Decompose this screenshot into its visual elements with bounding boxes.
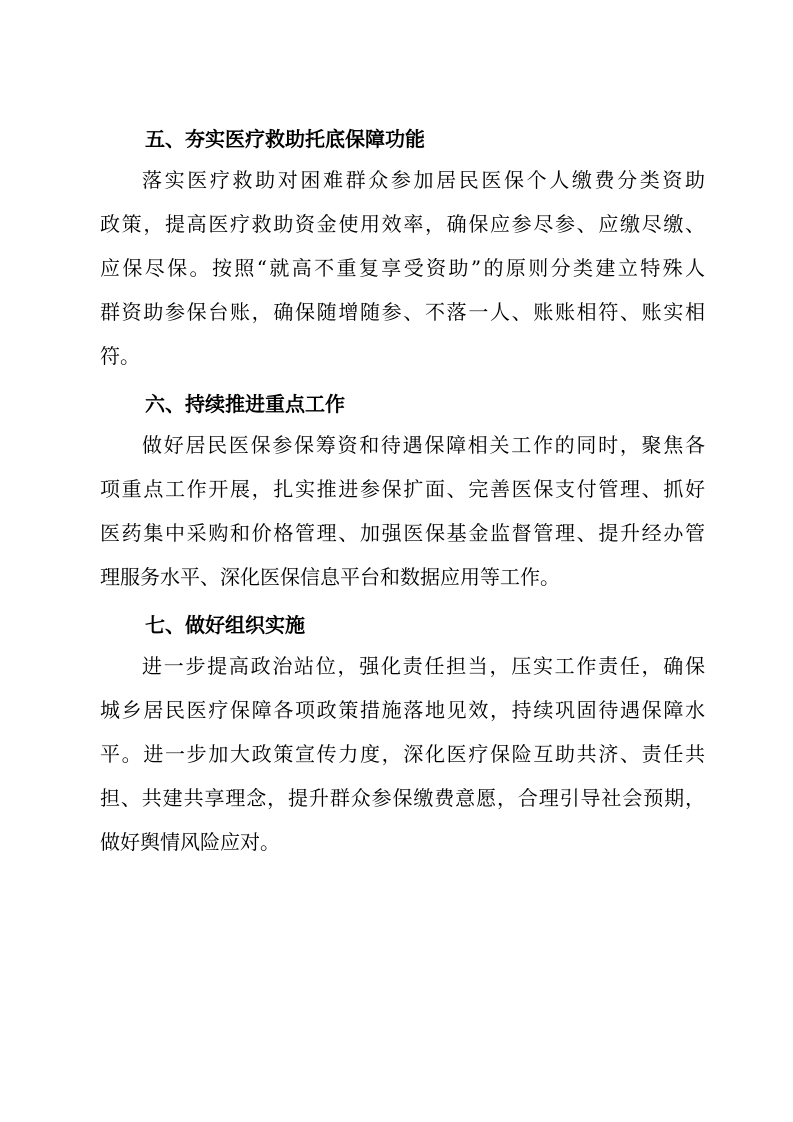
paragraph-line: 符。 bbox=[100, 344, 140, 368]
section-5-heading: 五、夯实医疗救助托底保障功能 bbox=[145, 127, 425, 151]
paragraph-line: 做好舆情风险应对。 bbox=[100, 830, 280, 854]
section-7-paragraph bbox=[100, 644, 705, 864]
section-6-heading: 六、持续推进重点工作 bbox=[145, 392, 345, 416]
paragraph-line: 落实医疗救助对困难群众参加居民医保个人缴费分类资助 bbox=[142, 168, 705, 192]
paragraph-line: 做好居民医保参保筹资和待遇保障相关工作的同时，聚焦各 bbox=[142, 433, 705, 457]
paragraph-line: 平。进一步加大政策宣传力度，深化医疗保险互助共济、责任共 bbox=[100, 742, 705, 766]
paragraph-line: 群资助参保台账，确保随增随参、不落一人、账账相符、账实相 bbox=[100, 300, 705, 324]
paragraph-line: 城乡居民医疗保障各项政策措施落地见效，持续巩固待遇保障水 bbox=[100, 698, 705, 722]
paragraph-line: 应保尽保。按照“就高不重复享受资助”的原则分类建立特殊人 bbox=[100, 256, 705, 280]
section-7-heading: 七、做好组织实施 bbox=[145, 613, 305, 637]
section-6-paragraph bbox=[100, 423, 705, 599]
paragraph-line: 项重点工作开展，扎实推进参保扩面、完善医保支付管理、抓好 bbox=[100, 477, 705, 501]
paragraph-line: 医药集中采购和价格管理、加强医保基金监督管理、提升经办管 bbox=[100, 521, 705, 545]
section-5-paragraph bbox=[100, 158, 705, 378]
document-body bbox=[100, 120, 705, 871]
paragraph-line: 政策，提高医疗救助资金使用效率，确保应参尽参、应缴尽缴、 bbox=[100, 212, 705, 236]
paragraph-line: 担、共建共享理念，提升群众参保缴费意愿，合理引导社会预期， bbox=[100, 786, 705, 810]
paragraph-line: 理服务水平、深化医保信息平台和数据应用等工作。 bbox=[100, 565, 560, 589]
paragraph-line: 进一步提高政治站位，强化责任担当，压实工作责任，确保 bbox=[142, 654, 705, 678]
